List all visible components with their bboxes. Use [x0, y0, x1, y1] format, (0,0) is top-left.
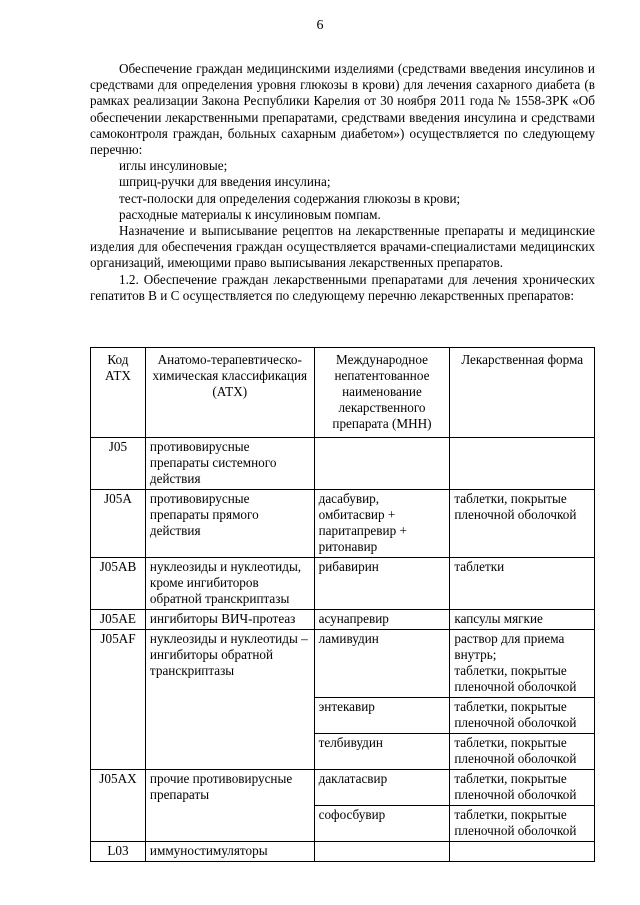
page-number: 6	[316, 18, 324, 33]
header-form: Лекарственная форма	[450, 348, 595, 438]
atc-classification: противовирусные препараты прямого действия	[145, 490, 314, 558]
section-paragraph: 1.2. Обеспечение граждан лекарственными препаратами для лечения хронических гепатитов В и С осуществляется по следующему перечню лекарственных препаратов:	[90, 271, 595, 303]
prescription-paragraph: Назначение и выписывание рецептов на лекарственные препараты и медицинские изделия для обеспечения граждан осуществляется врачами-специалистами медицинских организаций, имеющими право выписывания лекарственных препаратов.	[90, 223, 595, 271]
table-row	[91, 630, 595, 698]
drug-form: таблетки, покрытые пленочной оболочкой	[450, 770, 595, 806]
drug-form	[450, 438, 595, 490]
drug-inn: телбивудин	[314, 734, 450, 770]
drug-form: таблетки, покрытые пленочной оболочкой	[450, 734, 595, 770]
drug-inn: дасабувир, омбитасвир + паритапревир + ритонавир	[314, 490, 450, 558]
device-list-item: иглы инсулиновые;	[119, 158, 228, 174]
device-list-item: шприц-ручки для введения инсулина;	[119, 174, 331, 190]
drug-form	[450, 630, 595, 698]
intro-paragraph: Обеспечение граждан медицинскими изделиями (средствами введения инсулинов и средствами для определения уровня глюкозы в крови) для лечения сахарного диабета (в рамках реализации Закона Республики Карелия от 30 ноября 2011 года № 1558-ЗРК «Об обеспечении лекарственными препаратами, средствами введения инсулина и средствами самоконтроля граждан, больных сахарным диабетом») осуществляется по следующему перечню:	[90, 61, 595, 158]
drug-table	[90, 347, 595, 862]
table-row	[91, 770, 595, 806]
atc-classification: противовирусные препараты системного действия	[145, 438, 314, 490]
table-header-row	[91, 348, 595, 438]
header-code: Код АТХ	[91, 348, 146, 438]
drug-inn: рибавирин	[314, 558, 450, 610]
atc-classification: прочие противовирусные препараты	[145, 770, 314, 842]
drug-inn: даклатасвир	[314, 770, 450, 806]
table-row	[91, 490, 595, 558]
atc-classification: нуклеозиды и нуклеотиды, кроме ингибиторов обратной транскриптазы	[145, 558, 314, 610]
document-body	[90, 61, 595, 304]
atc-code: L03	[91, 842, 146, 862]
atc-code: J05	[91, 438, 146, 490]
device-list-item: тест-полоски для определения содержания глюкозы в крови;	[119, 190, 461, 206]
table-row	[91, 438, 595, 490]
drug-inn	[314, 842, 450, 862]
atc-code: J05AB	[91, 558, 146, 610]
table-row	[91, 842, 595, 862]
drug-form-line: таблетки, покрытые пленочной оболочкой	[454, 663, 577, 694]
drug-inn: энтекавир	[314, 698, 450, 734]
drug-inn: софосбувир	[314, 806, 450, 842]
atc-code: J05AE	[91, 610, 146, 630]
table-row	[91, 610, 595, 630]
atc-code: J05AF	[91, 630, 146, 770]
atc-classification: нуклеозиды и нуклеотиды – ингибиторы обратной транскриптазы	[145, 630, 314, 770]
drug-form: таблетки	[450, 558, 595, 610]
drug-form: таблетки, покрытые пленочной оболочкой	[450, 490, 595, 558]
drug-inn	[314, 438, 450, 490]
drug-form: таблетки, покрытые пленочной оболочкой	[450, 698, 595, 734]
header-inn: Международное непатентованное наименование лекарственного препарата (МНН)	[314, 348, 450, 438]
header-classification: Анатомо-терапевтическо-химическая классификация (АТХ)	[145, 348, 314, 438]
drug-inn: ламивудин	[314, 630, 450, 698]
drug-form	[450, 842, 595, 862]
atc-code: J05A	[91, 490, 146, 558]
drug-form-line: раствор для приема внутрь;	[454, 631, 565, 662]
atc-classification: ингибиторы ВИЧ-протеаз	[145, 610, 314, 630]
drug-form: таблетки, покрытые пленочной оболочкой	[450, 806, 595, 842]
device-list-item: расходные материалы к инсулиновым помпам.	[119, 206, 381, 222]
drug-form: капсулы мягкие	[450, 610, 595, 630]
atc-code: J05AX	[91, 770, 146, 842]
atc-classification: иммуностимуляторы	[145, 842, 314, 862]
table-row	[91, 558, 595, 610]
drug-inn: асунапревир	[314, 610, 450, 630]
